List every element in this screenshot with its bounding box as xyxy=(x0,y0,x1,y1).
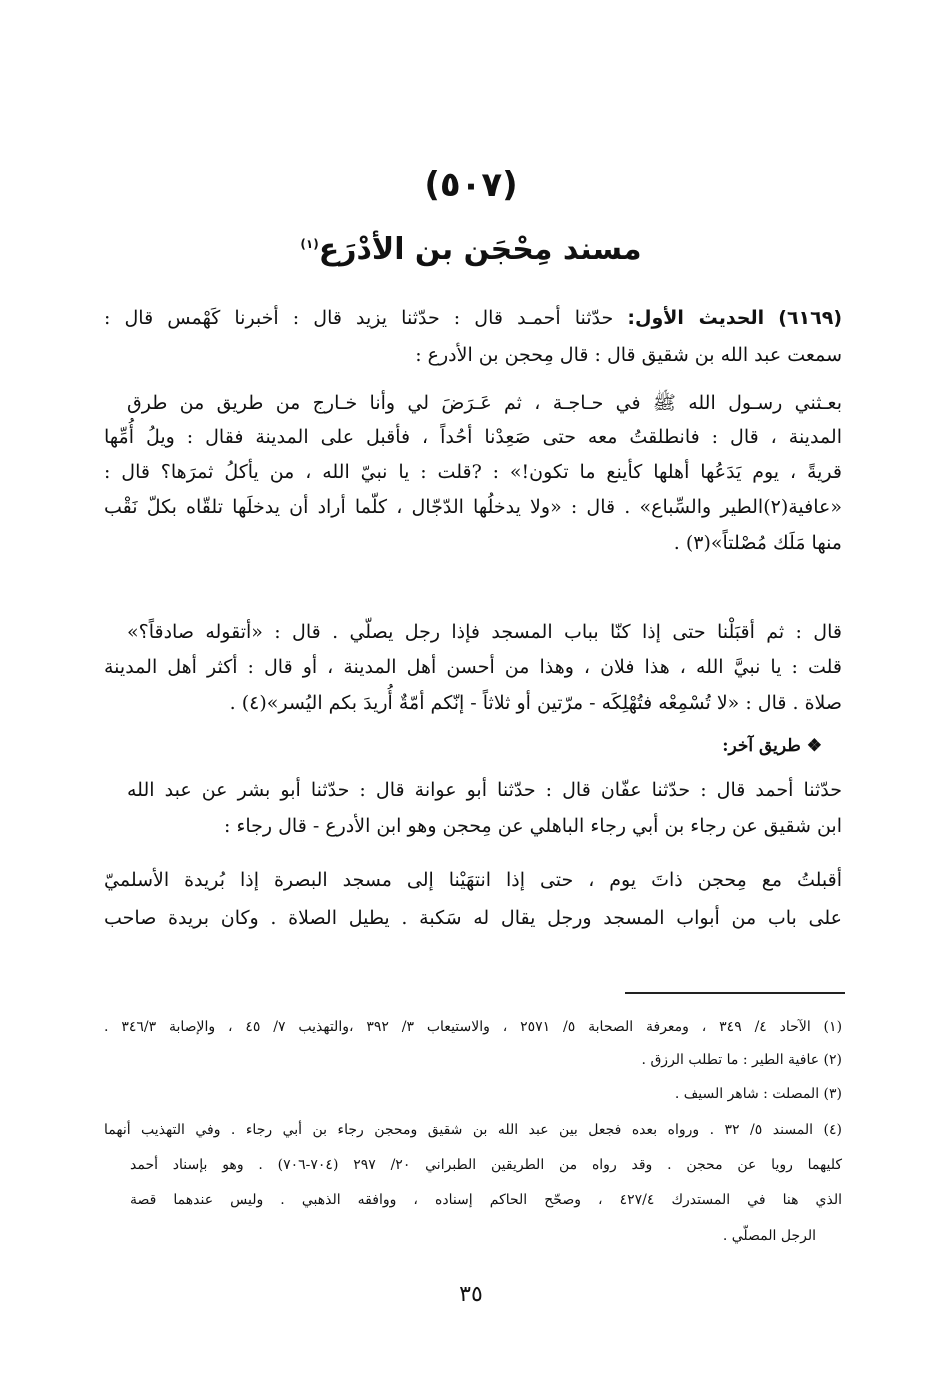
text-line: على باب من أبواب المسجد ورجل يقال له سَكبة . يطيل الصلاة . وكان بريدة صاحب xyxy=(104,907,842,929)
hadith-number: (٦١٦٩) xyxy=(778,307,843,329)
text-line: أقبلتُ مع مِحجن ذاتَ يوم ، حتى إذا انتهَيْنا إلى مسجد البصرة إذا بُريدة الأسلميّ xyxy=(104,869,842,891)
section-title xyxy=(0,232,942,267)
hadith-label: الحديث الأول: xyxy=(627,307,765,329)
line-text: حدّثنا أحمـد قال : حدّثنا يزيد قال : أخبرنا كَهْمس قال : xyxy=(104,307,614,329)
text-line: منها مَلَك مُصْلتاً»(٣) . xyxy=(673,532,842,554)
footnote-continuation: كليهما رويا عن محجن . وقد رواه من الطريقين الطبراني ٢٠/ ٢٩٧ (٧٠٤-٧٠٦) . وهو بإسناد أحمد xyxy=(130,1157,842,1173)
text-line: بعـثني رسـول الله ﷺ في حـاجـة ، ثم عَـرَضَ لي وأنا خـارج من طريق من طرق xyxy=(127,392,842,414)
text-line: حدّثنا أحمد قال : حدّثنا عفّان قال : حدّثنا أبو عوانة قال : حدّثنا أبو بشر عن عبد الله xyxy=(127,779,842,801)
footnote-continuation: الرجل المصلّي . xyxy=(722,1228,816,1244)
title-text: مسند مِحْجَن بن الأدْرَع xyxy=(318,232,642,267)
footnote: (٢) عافية الطير : ما تطلب الرزق . xyxy=(641,1052,842,1068)
text-line: المدينة ، قال : فانطلقتُ معه حتى صَعِدْنا أحُداً ، فأقبل على المدينة فقال : ويلُ أُمِّها xyxy=(104,426,842,448)
text-line: سمعت عبد الله بن شقيق قال : قال مِحجن بن الأدرع : xyxy=(415,344,842,366)
footnote: (١) الآحاد ٤/ ٣٤٩ ، ومعرفة الصحابة ٥/ ٢٥٧١ ، والاستيعاب ٣/ ٣٩٢ ،والتهذيب ٧/ ٤٥ ، والإصابة ٣٤٦/٣ . xyxy=(104,1019,843,1035)
hadith-line xyxy=(104,303,842,333)
footnote: (٤) المسند ٥/ ٣٢ . ورواه بعده فجعل بين عبد الله بن شقيق ومحجن رجاء بن أبي رجاء . وفي التهذيب أنهما xyxy=(104,1122,842,1138)
section-number: (٥٠٧) xyxy=(424,165,518,205)
footnote: (٣) المصلت : شاهر السيف . xyxy=(674,1086,842,1102)
text-line: ابن شقيق عن رجاء بن أبي رجاء الباهلي عن مِحجن وهو ابن الأدرع - قال رجاء : xyxy=(224,815,842,837)
footnote-continuation: الذي هنا في المستدرك ٤٢٧/٤ ، وصحّح الحاكم إسناده ، ووافقه الذهبي . وليس عندهما قصة xyxy=(130,1192,842,1208)
text-line: «عافية(٢)الطير والسِّباع» . قال : «ولا يدخلُها الدّجّال ، كلّما أراد أن يدخلَها تلقّاه بكلّ نَقْب xyxy=(104,496,842,518)
page-number: ٣٥ xyxy=(459,1282,483,1307)
text-line: قلت : يا نبيَّ الله ، هذا فلان ، وهذا من أحسن أهل المدينة ، أو قال : أكثر أهل المدينة xyxy=(104,656,842,678)
text-line: قال : ثم أقبَلْنا حتى إذا كنّا بباب المسجد فإذا رجل يصلّي . قال : «أتقوله صادقاً؟» xyxy=(127,621,842,643)
subheading: ❖ طريق آخر: xyxy=(722,736,822,756)
title-footnote-ref: (١) xyxy=(300,237,319,251)
text-line: صلاة . قال : «لا تُسْمِعْه فتُهْلِكَه - مرّتين أو ثلاثاً - إنّكم أمّةٌ أُريدَ بكم اليُسر»(٤) . xyxy=(229,692,842,714)
footnote-divider xyxy=(625,992,845,994)
text-line: قريةً ، يوم يَدَعُها أهلها كأينع ما تكون!» : ?قلت : يا نبيّ الله ، من يأكلُ ثمرَها؟ قال : xyxy=(104,461,842,483)
